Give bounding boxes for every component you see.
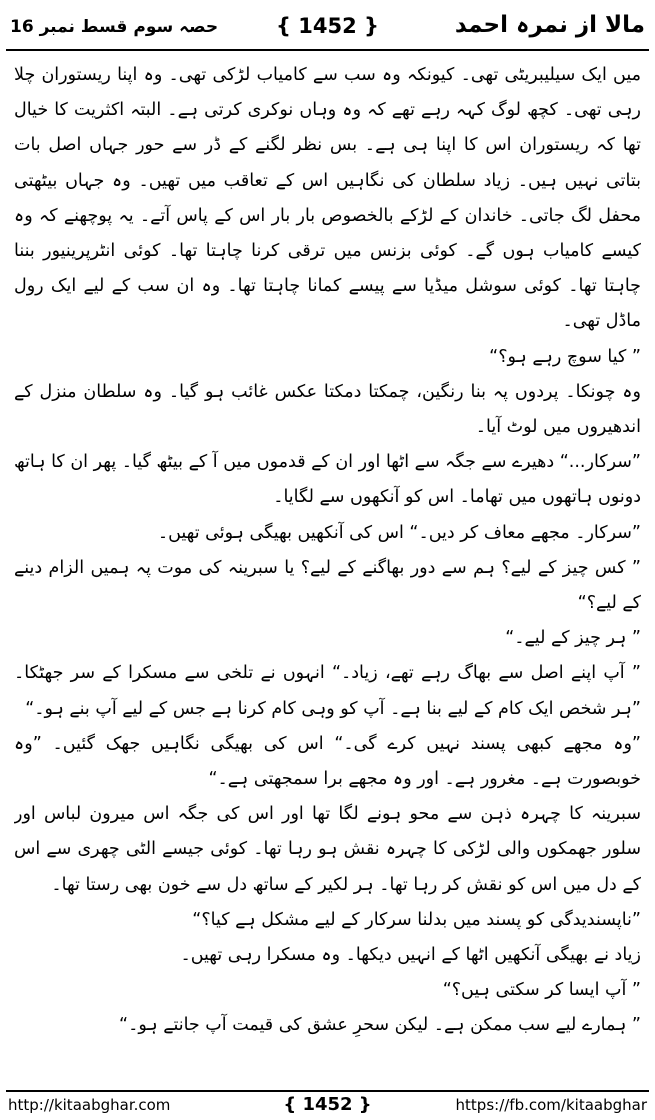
page-body xyxy=(14,58,641,1086)
paragraph: ” ہر چیز کے لیے۔“ xyxy=(505,628,641,649)
paragraph: زیاد نے بھیگی آنکھیں اٹھا کے انہیں دیکھا۔ وہ مسکرا رہی تھیں۔ xyxy=(180,945,641,966)
page-header xyxy=(0,0,655,52)
page-footer xyxy=(0,1092,655,1120)
paragraph: میں ایک سیلیبریٹی تھی۔ کیونکہ وہ سب سے کامیاب لڑکی تھی۔ وہ اپنا ریستوران چلا رہی تھی۔ کچھ لوگ کہہ رہے تھے کہ وہ وہاں نوکری کرتی ہے۔ البتہ اکثریت کا خیال تھا کہ ریستوران اس کا اپنا ہی ہے۔ بس نظر لگنے کے ڈر سے حور جہاں اصل بات بتاتی نہیں ہیں۔ زیاد سلطان کی نگاہیں اس کے تعاقب میں تھیں۔ وہ جہاں بیٹھتی محفل لگ جاتی۔ خاندان کے لڑکے بالخصوص بار بار اس کے پاس آتے۔ یہ پوچھنے کہ وہ کیسے کامیاب ہوں گے۔ کوئی بزنس میں ترقی کرنا چاہتا تھا۔ کوئی انٹرپرینیور بننا چاہتا تھا۔ کوئی سوشل میڈیا سے پیسے کمانا چاہتا تھا۔ وہ ان سب کے لیے ایک رول ماڈل تھی۔ xyxy=(14,65,641,332)
paragraph: ”ناپسندیدگی کو پسند میں بدلنا سرکار کے لیے مشکل ہے کیا؟“ xyxy=(192,909,641,930)
book-title: مالا از نمرہ احمد xyxy=(454,12,645,38)
paragraph: ” آپ ایسا کر سکتی ہیں؟“ xyxy=(442,980,641,1001)
facebook-link[interactable]: https://fb.com/kitaabghar xyxy=(455,1096,647,1114)
paragraph: وہ چونکا۔ پردوں پہ بنا رنگین، چمکتا دمکتا عکس غائب ہو گیا۔ وہ سلطان منزل کے اندھیروں میں لوٹ آیا۔ xyxy=(14,381,641,438)
header-divider xyxy=(6,49,649,51)
paragraph: سبرینہ کا چہرہ ذہن سے محو ہونے لگا تھا اور اس کی جگہ اس میرون لباس اور سلور جھمکوں والی لڑکی کا چہرہ نقش ہو رہا تھا۔ کوئی جیسے الٹی چھری سے اس کے دل میں اس کو نقش کر رہا تھا۔ ہر لکیر کے ساتھ دل سے خون بھی رستا تھا۔ xyxy=(14,804,641,895)
paragraph: ”سرکار...“ دھیرے سے جگہ سے اٹھا اور ان کے قدموں میں آ کے بیٹھ گیا۔ پھر ان کا ہاتھ دونوں ہاتھوں میں تھاما۔ اس کو آنکھوں سے لگایا۔ xyxy=(14,452,641,508)
paragraph: ”وہ مجھے کبھی پسند نہیں کرے گی۔“ اس کی بھیگی نگاہیں جھک گئیں۔ ”وہ خوبصورت ہے۔ مغرور ہے۔ اور وہ مجھے برا سمجھتی ہے۔“ xyxy=(14,733,641,790)
paragraph: ” ہمارے لیے سب ممکن ہے۔ لیکن سحرِ عشق کی قیمت آپ جانتے ہو۔“ xyxy=(119,1015,641,1036)
paragraph: ”سرکار۔ مجھے معاف کر دیں۔“ اس کی آنکھیں بھیگی ہوئی تھیں۔ xyxy=(157,522,641,543)
paragraph: ” کس چیز کے لیے؟ ہم سے دور بھاگنے کے لیے؟ یا سبرینہ کی موت پہ ہمیں الزام دینے کے لیے؟“ xyxy=(14,557,641,614)
paragraph: ” کیا سوچ رہے ہو؟“ xyxy=(489,346,641,367)
paragraph: ” آپ اپنے اصل سے بھاگ رہے تھے، زیاد۔“ انہوں نے تلخی سے مسکرا کے سر جھٹکا۔ ”ہر شخص ایک کام کے لیے بنا ہے۔ آپ کو وہی کام کرنا ہے جس کے لیے آپ بنے ہو۔“ xyxy=(14,663,641,719)
header-page-number: { 1452 } xyxy=(276,14,379,38)
section-label: حصہ سوم قسط نمبر 16 xyxy=(10,17,219,37)
footer-page-number: { 1452 } xyxy=(283,1094,372,1115)
website-link[interactable]: http://kitaabghar.com xyxy=(8,1096,171,1114)
